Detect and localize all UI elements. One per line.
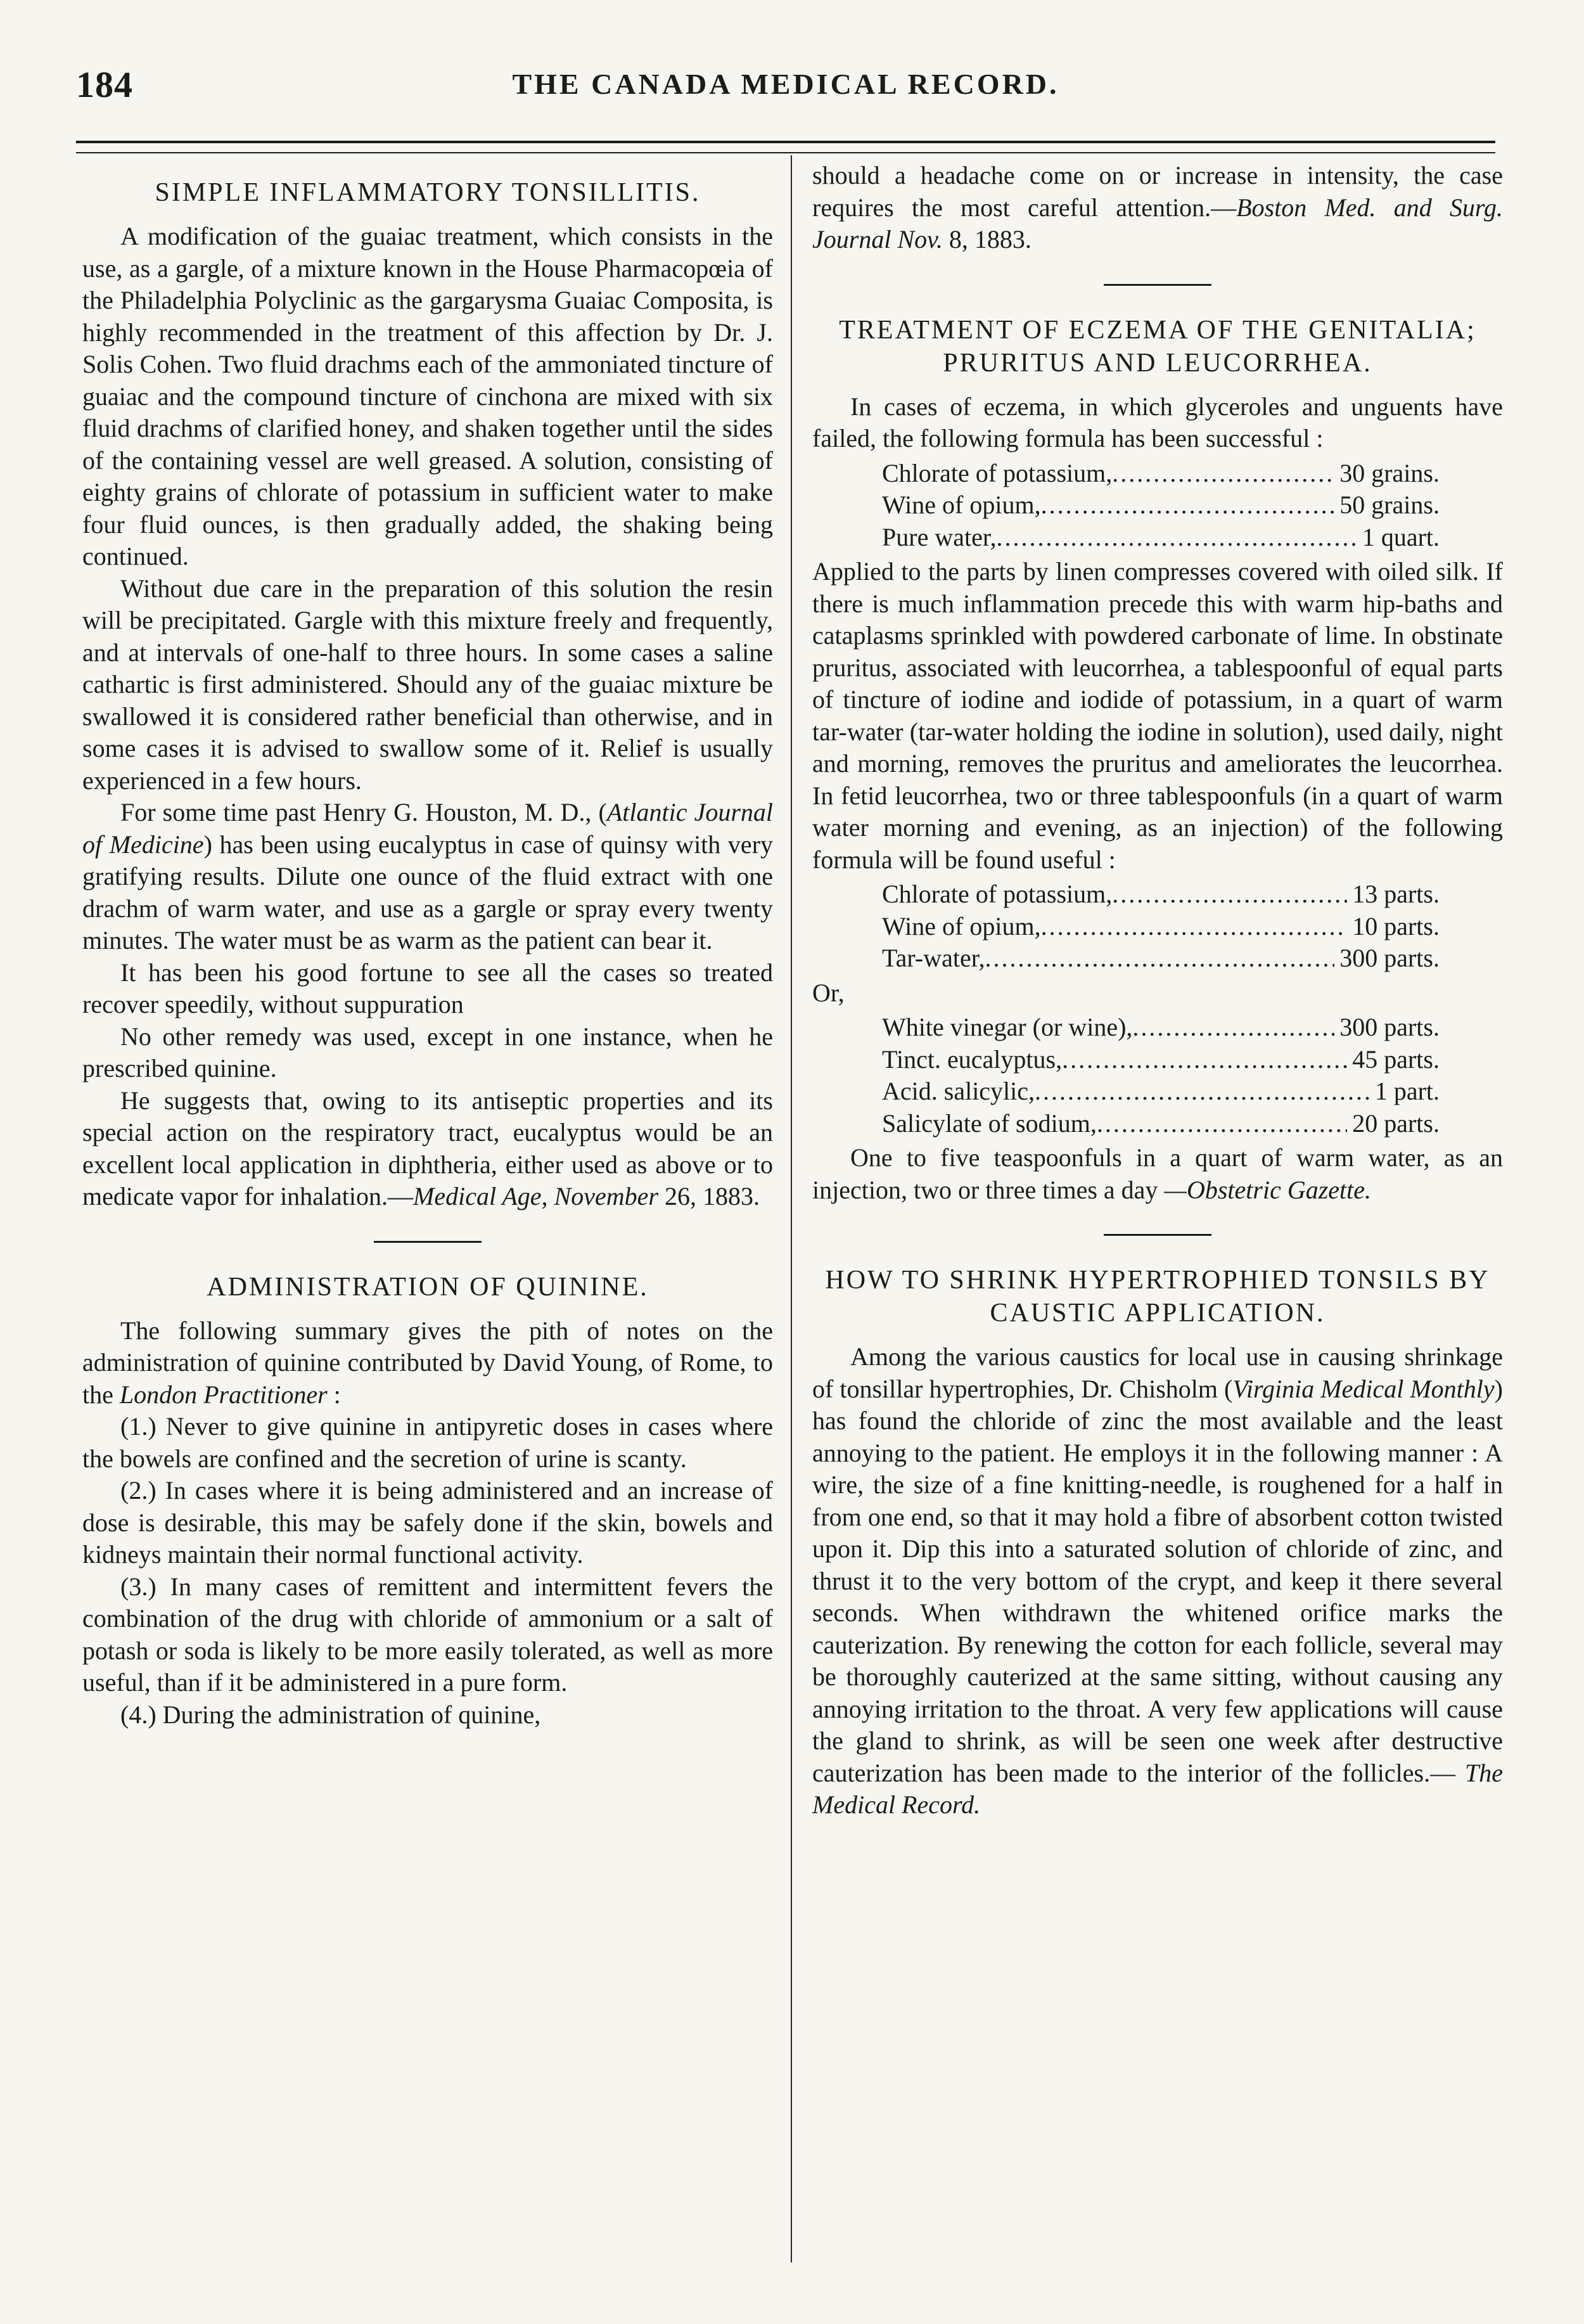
paragraph [812,1341,1503,1821]
list-item: (4.) During the administration of quinine, [120,1700,541,1729]
dot-leader [1035,1075,1370,1108]
quantity: 1 quart. [1362,522,1440,551]
paragraph: A modification of the guaiac treatment, which consists in the use, as a gargle, of a mixture known in the House Pharmacopœia of the Philadelphia Polyclinic as the gargarysma Guaiac Composita, is highly recommended in the treatment of this affection by Dr. J. Solis Cohen. Two fluid drachms each of the ammoniated tincture of guaiac and the compound tincture of cinchona are mixed with six fluid drachms of clarified honey, and shaken together until the sides of the containing vessel are well greased. A solution, consisting of eighty grains of chlorate of potassium in sufficient water to make four fluid ounces, is then gradually added, the shaking being continued. [82,222,773,570]
dot-leader [1132,1011,1334,1044]
paragraph-continued [812,160,1503,256]
section-separator [1104,1234,1211,1236]
ingredient: Acid. salicylic, [882,1077,1035,1105]
quantity: 45 parts. [1352,1044,1440,1074]
left-column [82,158,773,1731]
text: should a headache come on or increase in intensity, the case requires the most careful attention.— [812,161,1503,222]
quantity: 10 parts. [1352,911,1440,941]
ingredient: Salicylate of sodium, [882,1108,1097,1138]
section-separator [374,1241,482,1243]
formula-line [882,1011,1440,1044]
quantity: 50 grains. [1339,491,1440,519]
article-title-tonsils: HOW TO SHRINK HYPERTROPHIED TONSILS BY CAUSTIC APPLICATION. [825,1266,1490,1328]
paragraph: Without due care in the preparation of this solution the resin will be precipitated. Gargle with this mixture freely and frequently, and at intervals of one-half to three hours. In some cases a saline cathartic is first administered. Should any of the guaiac mixture be swallowed it is considered rather beneficial than otherwise, and in some cases it is advised to swallow some of it. Relief is usually experienced in a few hours. [82,574,773,795]
page-number: 184 [76,64,133,105]
paragraph [82,1085,773,1213]
quantity: 1 part. [1374,1077,1440,1105]
quantity: 20 parts. [1352,1108,1440,1138]
quantity: 13 parts. [1352,880,1440,908]
formula-3 [882,1011,1503,1140]
formula-line [882,1075,1440,1108]
text: ) has found the chloride of zinc the most available and the least annoying to the patient. He employs it in the following manner : A wire, the size of a fine knitting-needle, is roughened for a half in from one end, so that it may hold a fibre of absorbent cotton twisted upon it. Dip this into a saturated solution of chloride of zinc, and thrust it to the very bottom of the crypt, and keep it there several seconds. When withdrawn the whitened orifice marks the cauterization. By renewing the cotton for each follicle, several may be thoroughly cauterized at the same sitting, without causing any annoying irritation to the throat. A very few applications will cause the gland to shrink, as will be seen one week after destructive cauterization has been made to the interior of the follicles.— [812,1374,1503,1787]
ingredient: Chlorate of potassium, [882,880,1113,908]
formula-1 [882,458,1503,554]
header-double-rule [76,141,1495,153]
paragraph [82,1315,773,1411]
ingredient: Pure water, [882,522,997,551]
text: ) has been using eucalyptus in case of quinsy with very gratifying results. Dilute one ounce of the fluid extract with one drachm of warm water, and use as a gargle or spray every twenty minutes. The water must be as warm as the patient can bear it. [82,830,774,954]
text: The following summary gives the pith of notes on the administration of quinine contributed by David Young, of Rome, to the [82,1316,773,1409]
article-title-quinine: ADMINISTRATION OF QUININE. [207,1272,649,1302]
formula-line [882,1108,1440,1140]
formula-line [882,522,1440,554]
ingredient: White vinegar (or wine), [882,1013,1133,1041]
ingredient: Tinct. eucalyptus, [882,1044,1063,1074]
source-citation: —Obstetric Gazette. [1164,1175,1372,1204]
section-separator [1104,284,1211,286]
ingredient: Wine of opium, [882,911,1041,941]
article-title-tonsillitis: SIMPLE INFLAMMATORY TONSILLITIS. [155,178,701,207]
running-head [76,63,1495,120]
journal-title: THE CANADA MEDICAL RECORD. [512,68,1059,100]
citation: Virginia Medical Monthly [1232,1374,1495,1403]
formula-line [882,942,1440,975]
paragraph [82,797,773,957]
ingredient: Chlorate of potassium, [882,458,1113,487]
right-column [812,158,1503,1821]
or-label: Or, [812,978,845,1007]
list-item: (2.) In cases where it is being administered and an increase of dose is desirable, this may be safely done if the skin, bowels and kidneys maintain their normal functional activity. [82,1476,773,1569]
paragraph: It has been his good fortune to see all the cases so treated recover speedily, without suppuration [82,958,773,1018]
dot-leader [985,942,1334,975]
text: For some time past Henry G. Houston, M. D., ( [120,798,607,826]
text: : [327,1380,341,1409]
formula-line [882,458,1440,490]
dot-leader [1041,911,1348,943]
dot-leader [1062,1044,1347,1076]
article-title-eczema: TREATMENT OF ECZEMA OF THE GENITALIA; PRURITUS AND LEUCORRHEA. [839,315,1476,378]
formula-2 [882,878,1503,975]
quantity: 300 parts. [1339,1013,1440,1041]
citation: Medical Age, November [413,1182,658,1210]
quantity: 30 grains. [1339,458,1440,487]
dot-leader [1097,1108,1347,1140]
citation: London Practitioner [119,1380,328,1409]
paragraph: No other remedy was used, except in one instance, when he prescribed quinine. [82,1022,773,1082]
paragraph: In cases of eczema, in which glyceroles and unguents have failed, the following formula has been successful : [812,392,1503,453]
source-citation: The Medical Record. [812,1758,1504,1819]
formula-line [882,489,1440,522]
ingredient: Tar-water, [882,944,985,972]
column-divider [791,155,792,2263]
quantity: 300 parts. [1339,944,1440,972]
list-item: (1.) Never to give quinine in antipyretic doses in cases where the bowels are confined and the secretion of urine is scanty. [82,1412,773,1473]
text: Among the various caustics for local use in causing shrinkage of tonsillar hypertrophies, Dr. Chisholm ( [812,1342,1503,1403]
dot-leader [1041,489,1335,522]
citation: Atlantic Journal of Medicine [82,798,774,859]
formula-line [882,1044,1440,1076]
paragraph: Applied to the parts by linen compresses covered with oiled silk. If there is much inflammation precede this with warm hip-baths and cataplasms sprinkled with powdered carbonate of lime. In obstinate pruritus, associated with leucorrhea, a tablespoonful of equal parts of tincture of iodine and iodide of potassium, in a quart of warm tar-water (tar-water holding the iodine in solution), used daily, night and morning, removes the pruritus and ameliorates the leucorrhea. In fetid leucorrhea, two or three tablespoonfuls (in a quart of warm water morning and evening, as an injection) of the following formula will be found useful : [812,557,1503,874]
formula-line [882,911,1440,943]
paragraph [812,1142,1503,1206]
list-item: (3.) In many cases of remittent and intermittent fevers the combination of the drug with chloride of ammonium or a salt of potash or soda is likely to be more easily tolerated, as well as more useful, than if it be administered in a pure form. [82,1572,773,1697]
text: One to five teaspoonfuls in a quart of warm water, as an injection, two or three times a day [812,1143,1503,1204]
formula-line [882,878,1440,911]
date: 26, 1883. [658,1182,760,1210]
dot-leader [1112,878,1347,911]
text: He suggests that, owing to its antiseptic properties and its special action on the respiratory tract, eucalyptus would be an excellent local application in diphtheria, either used as above or to medicate vapor for inhalation.— [82,1086,773,1210]
citation: Boston Med. and Surg. Journal Nov. [812,193,1503,254]
dot-leader [997,522,1357,554]
ingredient: Wine of opium, [882,491,1041,519]
dot-leader [1112,458,1334,490]
date: 8, 1883. [942,225,1032,254]
